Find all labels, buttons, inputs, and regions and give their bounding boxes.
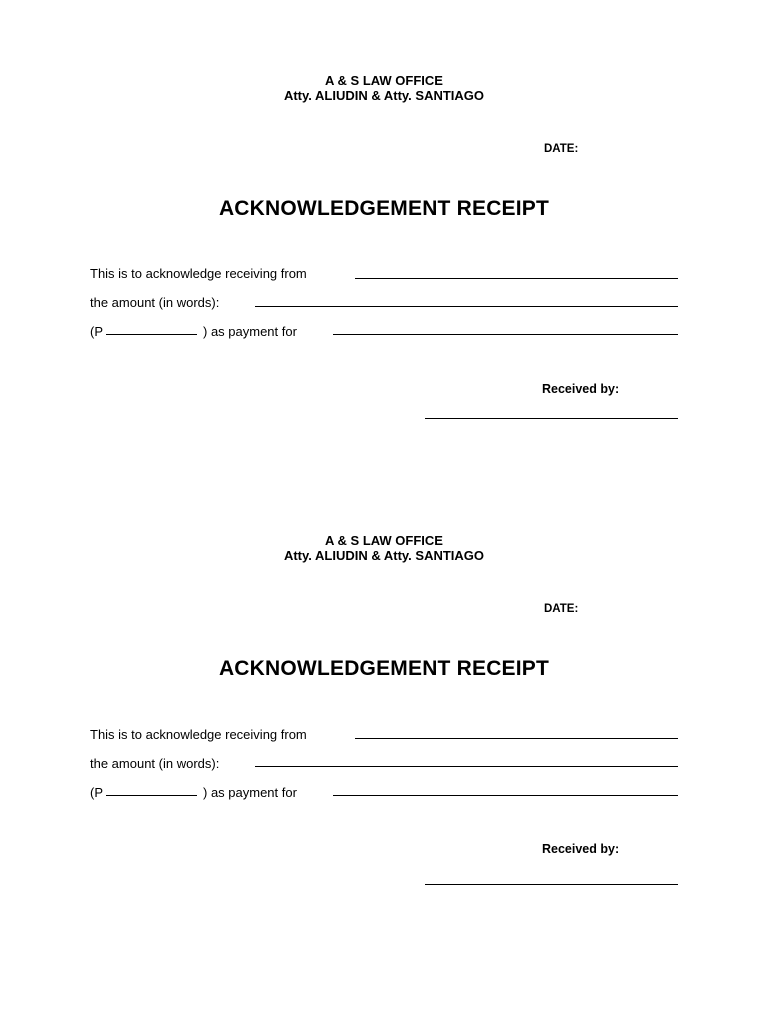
office-name: A & S LAW OFFICE <box>325 73 443 88</box>
amount-in-words-label: the amount (in words): <box>90 756 220 771</box>
signature-line[interactable] <box>425 884 678 885</box>
peso-amount-line[interactable] <box>106 795 197 796</box>
receipt-title: ACKNOWLEDGEMENT RECEIPT <box>218 657 550 680</box>
received-from-line[interactable] <box>355 278 678 279</box>
payment-for-label: ) as payment for <box>203 324 297 339</box>
received-from-line[interactable] <box>355 738 678 739</box>
receipt-form <box>0 0 768 460</box>
attorneys-names: Atty. ALIUDIN & Atty. SANTIAGO <box>283 88 485 103</box>
date-label: DATE: <box>544 603 579 615</box>
amount-in-words-line[interactable] <box>255 766 678 767</box>
received-from-label: This is to acknowledge receiving from <box>90 727 307 742</box>
receipt-form <box>0 460 768 920</box>
office-name: A & S LAW OFFICE <box>325 533 443 548</box>
receipt-title: ACKNOWLEDGEMENT RECEIPT <box>218 197 550 220</box>
payment-for-line[interactable] <box>333 334 678 335</box>
payment-for-line[interactable] <box>333 795 678 796</box>
payment-for-label: ) as payment for <box>203 785 297 800</box>
peso-prefix: (P <box>90 324 103 339</box>
amount-in-words-label: the amount (in words): <box>90 295 220 310</box>
attorneys-names: Atty. ALIUDIN & Atty. SANTIAGO <box>283 548 485 563</box>
peso-prefix: (P <box>90 785 103 800</box>
received-by-label: Received by: <box>542 842 620 856</box>
peso-amount-line[interactable] <box>106 334 197 335</box>
received-by-label: Received by: <box>542 382 620 396</box>
date-label: DATE: <box>544 143 579 155</box>
amount-in-words-line[interactable] <box>255 306 678 307</box>
received-from-label: This is to acknowledge receiving from <box>90 266 307 281</box>
signature-line[interactable] <box>425 418 678 419</box>
